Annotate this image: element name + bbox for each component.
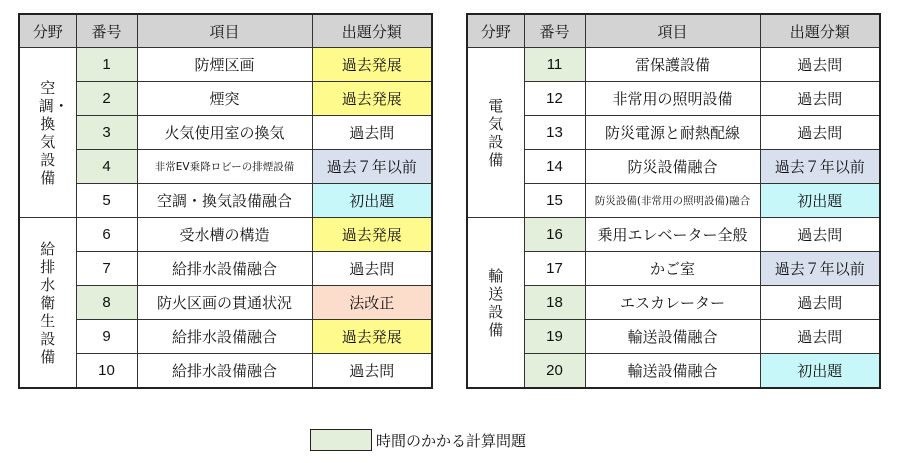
item-cell: 給排水設備融合 — [137, 354, 312, 389]
classification-cell: 過去問 — [312, 116, 432, 150]
number-cell: 10 — [76, 354, 137, 389]
number-cell: 3 — [76, 116, 137, 150]
item-cell: かご室 — [585, 252, 760, 286]
header-row — [19, 14, 432, 48]
table-row — [467, 286, 880, 320]
number-cell: 19 — [524, 320, 585, 354]
number-cell: 6 — [76, 218, 137, 252]
table-row — [19, 286, 432, 320]
legend — [310, 429, 526, 451]
item-cell: 空調・換気設備融合 — [137, 184, 312, 218]
item-cell: 非常EV乗降ロビーの排煙設備 — [137, 150, 312, 184]
classification-cell: 過去問 — [760, 286, 880, 320]
right-table — [466, 13, 881, 389]
item-cell: 非常用の照明設備 — [585, 82, 760, 116]
classification-cell: 過去７年以前 — [760, 150, 880, 184]
table-row — [467, 150, 880, 184]
classification-cell: 過去発展 — [312, 218, 432, 252]
left-table — [18, 13, 433, 389]
item-cell: 火気使用室の換気 — [137, 116, 312, 150]
number-cell: 15 — [524, 184, 585, 218]
number-cell: 13 — [524, 116, 585, 150]
classification-cell: 初出題 — [760, 354, 880, 389]
table-row — [467, 184, 880, 218]
classification-cell: 過去問 — [312, 252, 432, 286]
table-row — [19, 150, 432, 184]
number-cell: 9 — [76, 320, 137, 354]
item-cell: 防災設備融合 — [585, 150, 760, 184]
table-row — [467, 82, 880, 116]
classification-cell: 過去問 — [760, 218, 880, 252]
header-item: 項目 — [585, 14, 760, 48]
classification-cell: 過去発展 — [312, 82, 432, 116]
classification-cell: 過去問 — [760, 116, 880, 150]
classification-cell: 過去問 — [312, 354, 432, 389]
table-row — [19, 354, 432, 389]
category-cell — [19, 48, 76, 218]
category-label: 電気設備 — [488, 96, 504, 169]
table-row — [467, 48, 880, 82]
table-row — [467, 218, 880, 252]
classification-cell: 過去問 — [760, 82, 880, 116]
classification-cell: 過去発展 — [312, 320, 432, 354]
item-cell: エスカレーター — [585, 286, 760, 320]
legend-swatch — [310, 429, 372, 451]
item-cell: 防煙区画 — [137, 48, 312, 82]
classification-cell: 過去７年以前 — [760, 252, 880, 286]
item-cell: 輸送設備融合 — [585, 354, 760, 389]
header-row — [467, 14, 880, 48]
classification-cell: 過去問 — [760, 320, 880, 354]
category-cell — [467, 218, 524, 389]
header-number: 番号 — [524, 14, 585, 48]
number-cell: 16 — [524, 218, 585, 252]
classification-cell: 過去発展 — [312, 48, 432, 82]
table-row — [467, 320, 880, 354]
table-row — [19, 48, 432, 82]
header-field: 分野 — [467, 14, 524, 48]
item-cell: 防災設備(非常用の照明設備)融合 — [585, 184, 760, 218]
item-cell: 輸送設備融合 — [585, 320, 760, 354]
number-cell: 8 — [76, 286, 137, 320]
item-cell: 給排水設備融合 — [137, 320, 312, 354]
item-cell: 防火区画の貫通状況 — [137, 286, 312, 320]
category-cell — [467, 48, 524, 218]
number-cell: 20 — [524, 354, 585, 389]
item-cell: 受水槽の構造 — [137, 218, 312, 252]
table-row — [467, 116, 880, 150]
number-cell: 4 — [76, 150, 137, 184]
classification-cell: 過去７年以前 — [312, 150, 432, 184]
number-cell: 12 — [524, 82, 585, 116]
table-row — [19, 218, 432, 252]
header-classification: 出題分類 — [760, 14, 880, 48]
item-cell: 雷保護設備 — [585, 48, 760, 82]
table-row — [467, 252, 880, 286]
number-cell: 14 — [524, 150, 585, 184]
number-cell: 18 — [524, 286, 585, 320]
category-cell — [19, 218, 76, 389]
header-classification: 出題分類 — [312, 14, 432, 48]
table-row — [19, 82, 432, 116]
classification-cell: 初出題 — [760, 184, 880, 218]
category-label: 輸送設備 — [488, 266, 504, 339]
table-row — [467, 354, 880, 389]
classification-cell: 法改正 — [312, 286, 432, 320]
table-row — [19, 320, 432, 354]
item-cell: 給排水設備融合 — [137, 252, 312, 286]
header-number: 番号 — [76, 14, 137, 48]
item-cell: 防災電源と耐熱配線 — [585, 116, 760, 150]
number-cell: 7 — [76, 252, 137, 286]
category-label: 給排水衛生設備 — [40, 239, 56, 366]
table-row — [19, 252, 432, 286]
category-label: 空調・換気設備 — [38, 78, 69, 187]
header-field: 分野 — [19, 14, 76, 48]
number-cell: 2 — [76, 82, 137, 116]
number-cell: 5 — [76, 184, 137, 218]
classification-cell: 初出題 — [312, 184, 432, 218]
header-item: 項目 — [137, 14, 312, 48]
number-cell: 11 — [524, 48, 585, 82]
number-cell: 17 — [524, 252, 585, 286]
item-cell: 乗用エレベーター全般 — [585, 218, 760, 252]
table-row — [19, 116, 432, 150]
item-cell: 煙突 — [137, 82, 312, 116]
legend-text: 時間のかかる計算問題 — [376, 431, 527, 450]
table-row — [19, 184, 432, 218]
classification-cell: 過去問 — [760, 48, 880, 82]
number-cell: 1 — [76, 48, 137, 82]
